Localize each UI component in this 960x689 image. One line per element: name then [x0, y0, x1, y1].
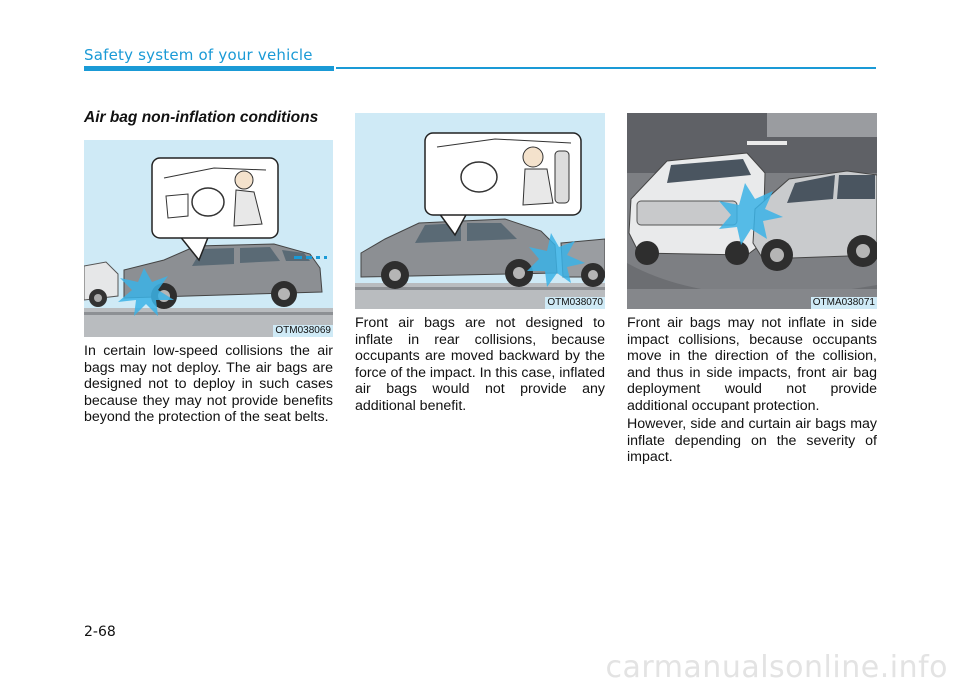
- page-number: 2-68: [84, 624, 116, 640]
- header-divider-thick: [84, 66, 334, 71]
- section-title: Air bag non-inflation conditions: [84, 109, 319, 126]
- watermark: carmanualsonline.info: [605, 650, 948, 685]
- figure-caption: OTM038070: [547, 297, 603, 308]
- page-header-title: Safety system of your vehicle: [84, 46, 313, 64]
- figure-caption: OTM038069: [275, 325, 331, 336]
- illustration-low-speed-collision: [84, 140, 333, 337]
- body-paragraph: However, side and curtain air bags may inflate depending on the severity of impact.: [627, 416, 877, 466]
- illustration-rear-collision: [355, 113, 605, 309]
- body-paragraph: Front air bags are not designed to inflate in rear collisions, because occupants are moved backward by the force of the impact. In this case, inflated air bags would not provide any additional benefit.: [355, 315, 605, 414]
- figure-side-impact: [627, 113, 877, 309]
- illustration-side-impact: [627, 113, 877, 309]
- figure-caption: OTMA038071: [812, 297, 875, 308]
- body-paragraph: Front air bags may not inflate in side impact collisions, because occupants move in the direction of the collision, and thus in side impacts, front air bag deployment would not provide additional occupant protection.: [627, 315, 877, 414]
- figure-low-speed-collision: [84, 140, 333, 337]
- header-divider-thin: [336, 67, 876, 69]
- body-paragraph: In certain low-speed collisions the air bags may not deploy. The air bags are designed not to deploy in such cases because they may not provide benefits beyond the protection of the seat belts.: [84, 343, 333, 426]
- figure-rear-collision: [355, 113, 605, 309]
